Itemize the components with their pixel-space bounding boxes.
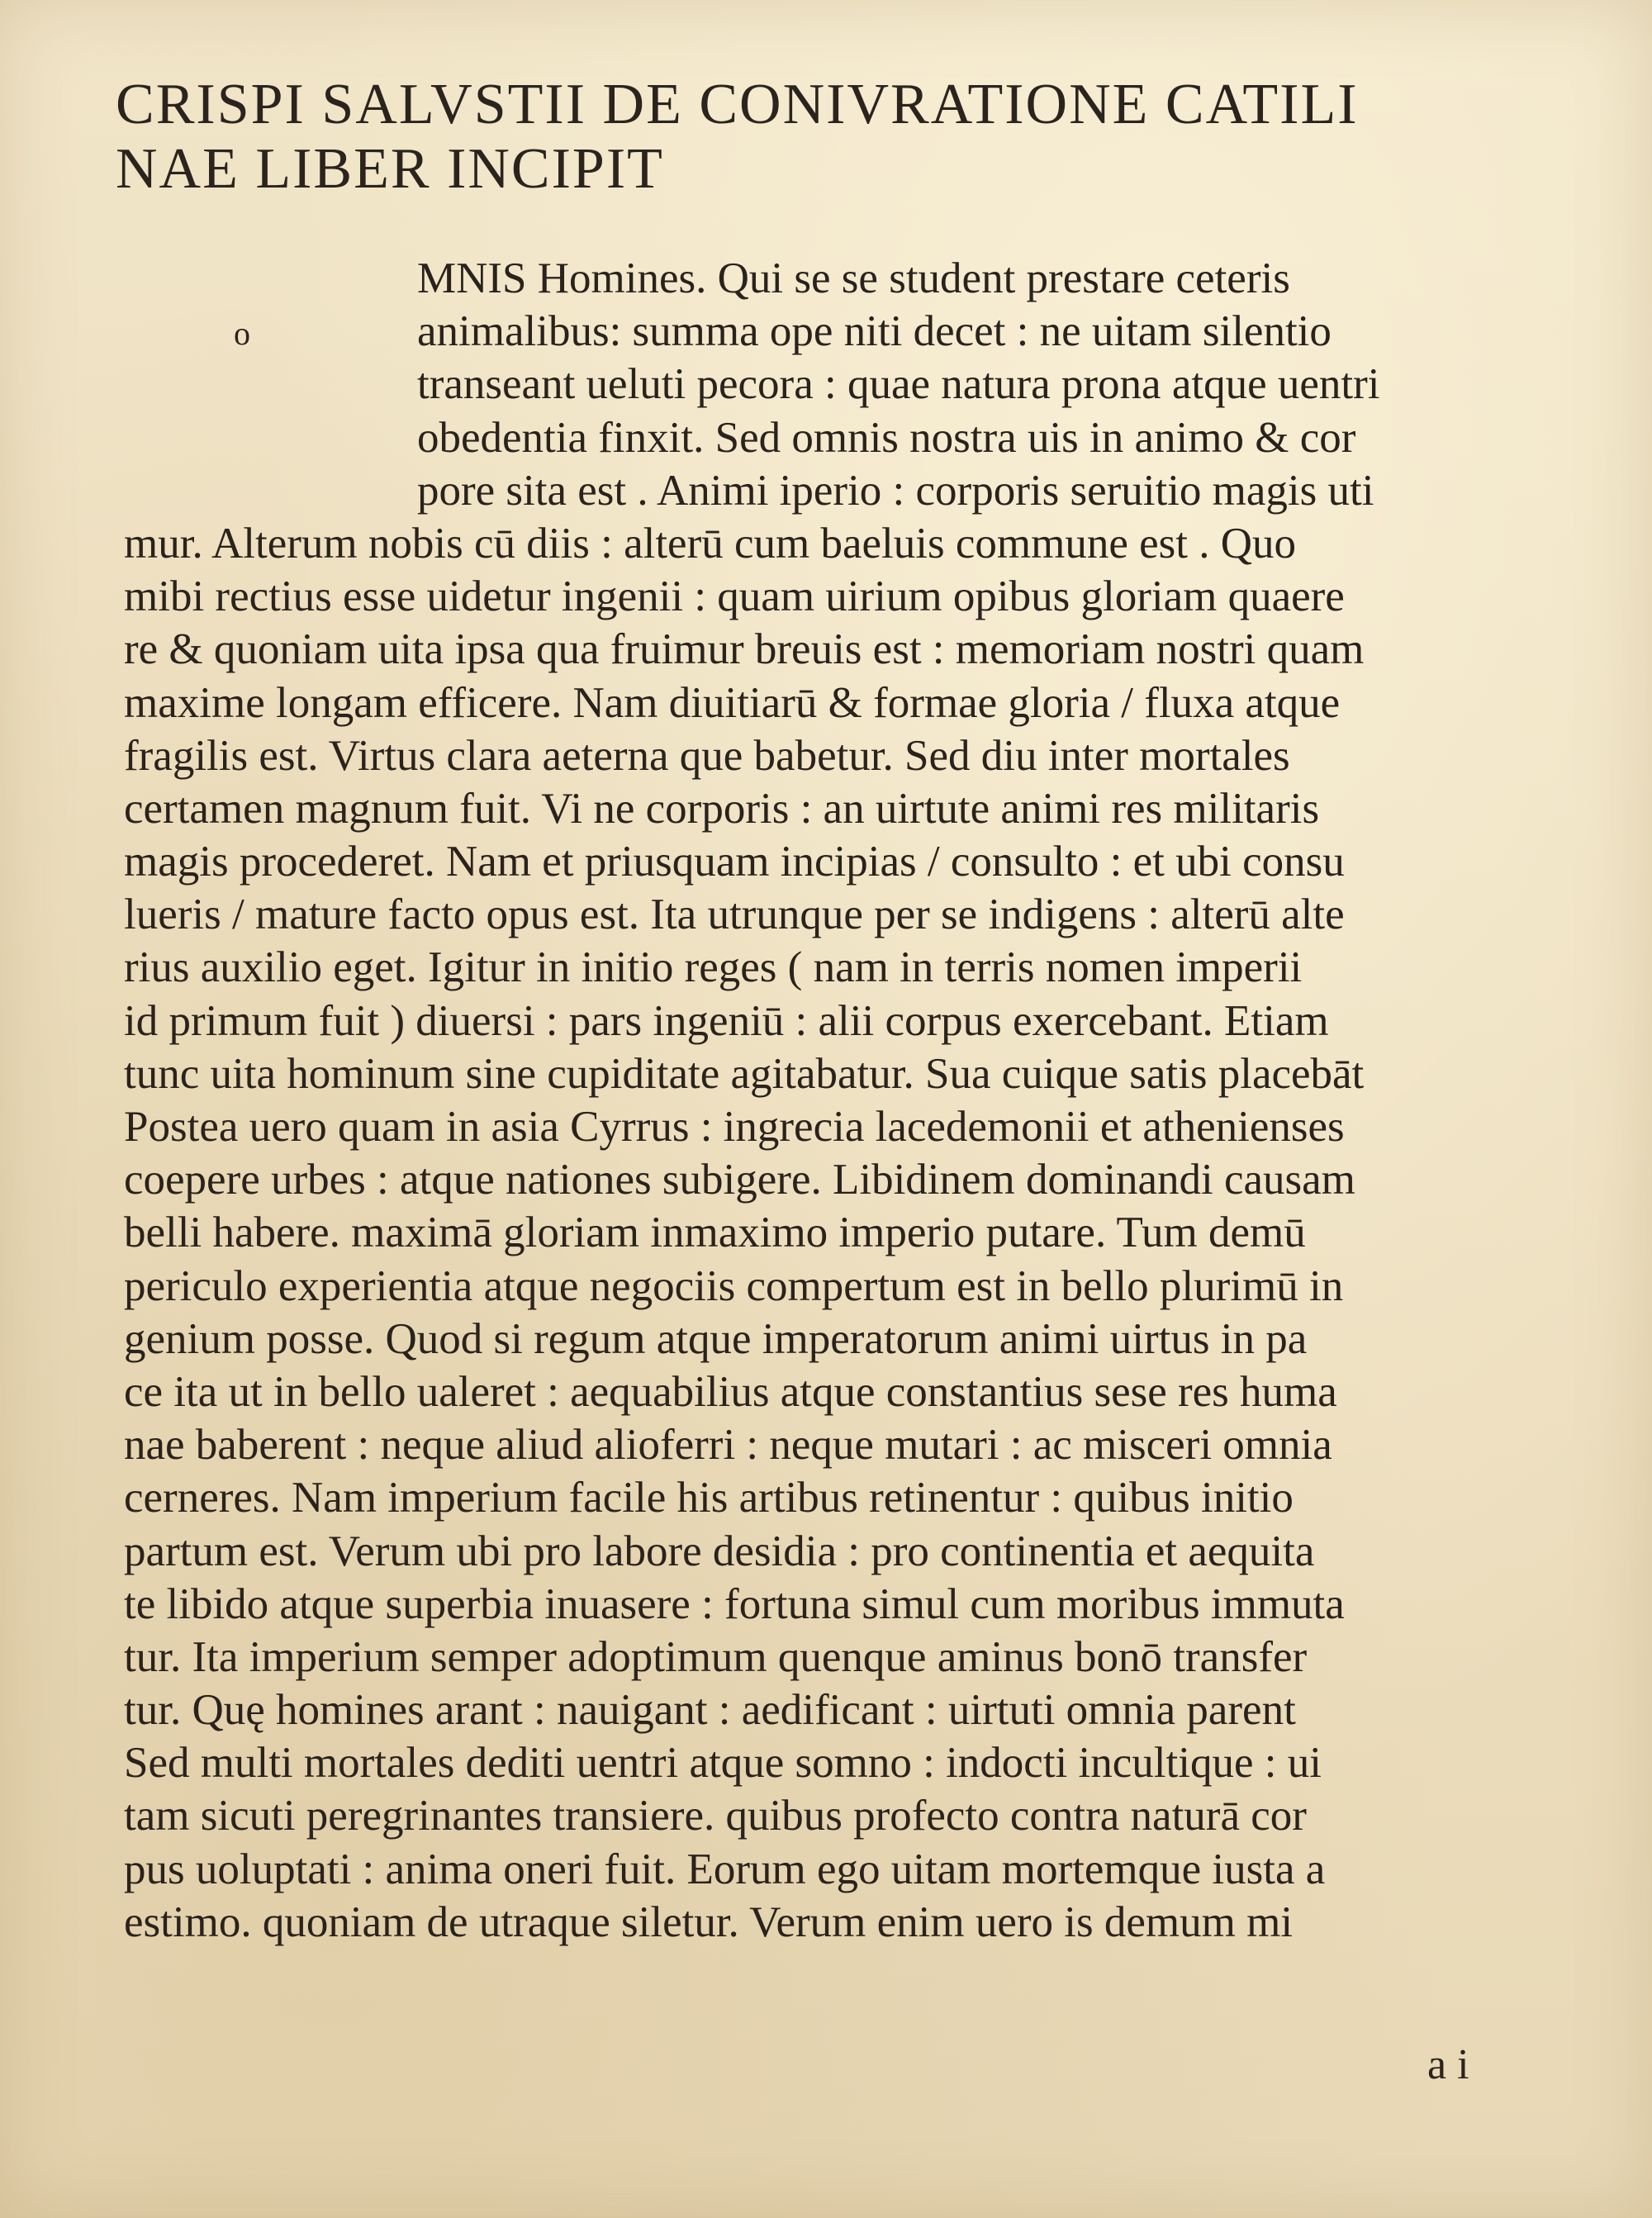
heading-line-1: CRISPI SALVSTII DE CONIVRATIONE CATILI <box>116 73 1359 136</box>
signature-mark: a i <box>1427 2041 1469 2088</box>
text-line: obedentia finxit. Sed omnis nostra uis in animo & cor <box>417 413 1356 462</box>
text-line: tunc uita hominum sine cupiditate agitabatur. Sua cuique satis placebāt <box>124 1049 1365 1098</box>
text-line: rius auxilio eget. Igitur in initio reges ( nam in terris nomen imperii <box>124 943 1303 992</box>
text-line: certamen magnum fuit. Vi ne corporis : an uirtute animi res militaris <box>124 784 1320 833</box>
text-line: cerneres. Nam imperium facile his artibus retinentur : quibus initio <box>124 1474 1294 1522</box>
text-line: lueris / mature facto opus est. Ita utrunque per se indigens : alterū alte <box>124 891 1345 939</box>
text-line: animalibus: summa ope niti decet : ne uitam silentio <box>417 307 1332 356</box>
text-line: maxime longam efficere. Nam diuitiarū & formae gloria / fluxa atque <box>124 678 1341 727</box>
text-line: Sed multi mortales dediti uentri atque somno : indocti incultique : ui <box>124 1739 1322 1788</box>
heading-line-2: NAE LIBER INCIPIT <box>116 137 664 201</box>
body-text <box>124 252 1495 1949</box>
text-line: belli habere. maximā gloriam inmaximo imperio putare. Tum demū <box>124 1209 1306 1257</box>
initial-guide-letter: o <box>234 315 250 352</box>
text-line: MNIS Homines. Qui se se student prestare ceteris <box>417 254 1290 302</box>
text-line: tam sicuti peregrinantes transiere. quibus profecto contra naturā cor <box>124 1792 1307 1840</box>
text-line: ce ita ut in bello ualeret : aequabilius atque constantius sese res huma <box>124 1367 1337 1416</box>
text-line: genium posse. Quod si regum atque imperatorum animi uirtus in pa <box>124 1314 1308 1363</box>
text-line: fragilis est. Virtus clara aeterna que babetur. Sed diu inter mortales <box>124 731 1290 780</box>
text-line: transeant ueluti pecora : quae natura prona atque uentri <box>417 360 1380 409</box>
text-line: tur. Quę homines arant : nauigant : aedificant : uirtuti omnia parent <box>124 1686 1296 1735</box>
text-line: coepere urbes : atque nationes subigere. Libidinem dominandi causam <box>124 1156 1355 1204</box>
text-line: id primum fuit ) diuersi : pars ingeniū : alii corpus exercebant. Etiam <box>124 996 1329 1045</box>
text-line: re & quoniam uita ipsa qua fruimur breuis est : memoriam nostri quam <box>124 625 1365 674</box>
text-line: tur. Ita imperium semper adoptimum quenque aminus bonō transfer <box>124 1632 1308 1681</box>
text-line: mibi rectius esse uidetur ingenii : quam uirium opibus gloriam quaere <box>124 572 1345 621</box>
text-line: magis procederet. Nam et priusquam incipias / consulto : et ubi consu <box>124 838 1345 886</box>
text-line: partum est. Verum ubi pro labore desidia : pro continentia et aequita <box>124 1527 1315 1575</box>
text-line: pore sita est . Animi iperio : corporis seruitio magis uti <box>417 466 1374 515</box>
text-line: Postea uero quam in asia Cyrrus : ingrecia lacedemonii et athenienses <box>124 1103 1345 1151</box>
text-line: estimo. quoniam de utraque siletur. Verum enim uero is demum mi <box>124 1897 1294 1946</box>
text-line: pus uoluptati : anima oneri fuit. Eorum ego uitam mortemque iusta a <box>124 1845 1326 1893</box>
text-line: mur. Alterum nobis cū diis : alterū cum baeluis commune est . Quo <box>124 519 1296 568</box>
text-line: te libido atque superbia inuasere : fortuna simul cum moribus immuta <box>124 1579 1345 1628</box>
heading <box>116 73 1503 202</box>
text-line: nae baberent : neque aliud alioferri : neque mutari : ac misceri omnia <box>124 1421 1332 1470</box>
text-line: periculo experientia atque negociis compertum est in bello plurimū in <box>124 1261 1344 1310</box>
